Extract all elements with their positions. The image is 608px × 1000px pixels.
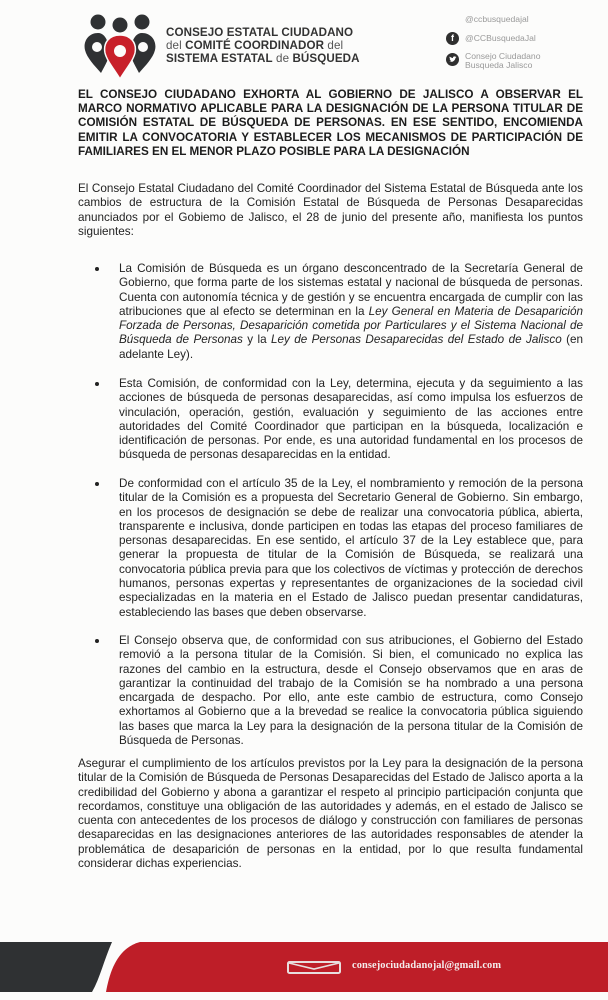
facebook-icon: f [446, 32, 459, 45]
bullet-icon [95, 382, 99, 386]
intro-paragraph: El Consejo Estatal Ciudadano del Comité Coordinador del Sistema Estatal de Búsqueda ante los cambios de estructura de la Comisión Estatal de Búsqueda de Personas Desaparecidas anunciados por el Gobiemo de Jalisco, el 28 de junio del presente año, manifiesta los puntos siguientes: [78, 182, 583, 238]
bullet-4-text: El Consejo observa que, de conformidad con sus atribuciones, el Gobierno del Estado removió a la persona titular de la Comisión. Si bien, el comunicado no explica las razones del cambio en la estructura, desde el Consejo observamos que en aras de garantizar la continuidad del trabajo de la Comisión se ha nombrado a una persona encargada de despacho. Por ello, ante este cambio de estructura, como Consejo exhortamos al Gobierno que a la brevedad se realice la convocatoria pública siguiendo las bases que marca la Ley para la designación de la persona titular de la Comisión de Búsqueda de Personas. [119, 634, 583, 748]
bullet-1-end: (en adelante Ley). [119, 333, 583, 361]
bullet-1-law-state: Ley de Personas Desaparecidas del Estado de Jalisco [270, 333, 562, 347]
logo-line-3-a: SISTEMA ESTATAL [166, 52, 273, 65]
facebook-handle[interactable]: @CCBusquedaJal [465, 33, 536, 43]
footer-banner [0, 940, 608, 992]
instagram-handle[interactable]: @ccbusquedajal [465, 14, 529, 24]
logo-line-3-c: BÚSQUEDA [292, 52, 360, 65]
bullet-icon [95, 639, 99, 643]
logo-line-2-a: del [166, 39, 186, 52]
twitter-icon [446, 53, 459, 66]
bullet-1-connector: y la [242, 333, 271, 347]
bullet-icon [95, 267, 99, 271]
bullet-2-text: Esta Comisión, de conformidad con la Ley, determina, ejecuta y da seguimiento a las acciones de búsqueda de personas desaparecidas, así como impulsa los esfuerzos de vinculación, operación, gestión, evaluación y seguimiento de las acciones entre autoridades del Comité Coordinador que participan en la búsqueda, localización e identificación de personas. Por ende, es una autoridad fundamental en los procesos de búsqueda de personas desaparecidas en la entidad. [119, 377, 583, 462]
letterhead [0, 0, 608, 82]
bullet-3-text: De conformidad con el artículo 35 de la Ley, el nombramiento y remoción de la persona titular de la Comisión es a propuesta del Secretario General de Gobierno. Sin embargo, en los procesos de designación se debe de realizar una convocatoria pública, abierta, transparente e inclusiva, donde participen en todas las etapas del proceso familiares de personas desaparecidas. En ese sentido, el artículo 37 de la Ley establece que, para generar la propuesta de titular de la Comisión de Búsqueda, se realizará una convocatoria pública previa para que los colectivos de víctimas y protección de derechos humanos, personas expertas y representantes de organizaciones de la sociedad civil especializadas en la materia en el Estado de Jalisco puedan presentar candidaturas, estableciendo las bases que deben observarse. [119, 477, 583, 619]
list-item [119, 634, 583, 748]
list-item [119, 477, 583, 620]
logo-line-2-b: COMITÉ COORDINADOR [185, 39, 325, 52]
bullet-icon [95, 482, 99, 486]
logo-line-1: CONSEJO ESTATAL CIUDADANO [166, 26, 354, 39]
mail-icon [287, 961, 341, 974]
twitter-handle-line-1[interactable]: Consejo Ciudadano [465, 51, 541, 61]
contact-email[interactable]: consejociudadanojal@gmail.com [352, 960, 502, 971]
closing-paragraph: Asegurar el cumplimiento de los artículos previstos por la Ley para la designación de la persona titular de la Comisión de Búsqueda de Personas Desaparecidas del Estado de Jalisco aporta a la credibilidad del Gobierno y abona a garantizar el respeto al principio participación conjunta que recordamos, constituye una obligación de las autoridades y además, en el estado de Jalisco se cuenta con antecedentes de los procesos de diálogo y construcción con familiares de personas desaparecidas en las designaciones anteriores de las autoridades responsables de atender la problemática de desaparición de personas en la entidad, por lo que resulta fundamental considerar dichas experiencias. [78, 757, 583, 871]
logo-people-pin-icon [84, 13, 156, 79]
list-item [119, 262, 583, 362]
organization-name [166, 26, 360, 65]
list-item [119, 377, 583, 463]
document-title: EL CONSEJO CIUDADANO EXHORTA AL GOBIERNO DE JALISCO A OBSERVAR EL MARCO NORMATIVO APLICABLE PARA LA DESIGNACIÓN DE LA PERSONA TITULAR DE COMISIÓN ESTATAL DE BÚSQUEDA DE PERSONAS. EN ESE SENTIDO, ENCOMIENDA EMITIR LA CONVOCATORIA Y ESTABLECER LOS MECANISMOS DE PARTICIPACIÓN DE FAMILIARES EN EL MENOR PLAZO POSIBLE PARA LA DESIGNACIÓN [78, 88, 583, 158]
twitter-handle-line-2[interactable]: Busqueda Jalisco [465, 60, 533, 70]
bullet-1-text: La Comisión de Búsqueda es un órgano desconcentrado de la Secretaría General de Gobierno, que forma parte de los sistemas estatal y nacional de búsqueda de personas. Cuenta con autonomía técnica y de gestión y se encuentra encargada de cumplir con las atribuciones que al efecto se determinan en la [119, 262, 583, 318]
bullet-1-law-general: Ley General en Materia de Desaparición Forzada de Personas, Desaparición cometida por Particulares y el Sistema Nacional de Búsqueda de Personas [119, 304, 583, 347]
logo-line-3-b: de [272, 52, 293, 65]
logo-line-2-c: del [324, 39, 344, 52]
